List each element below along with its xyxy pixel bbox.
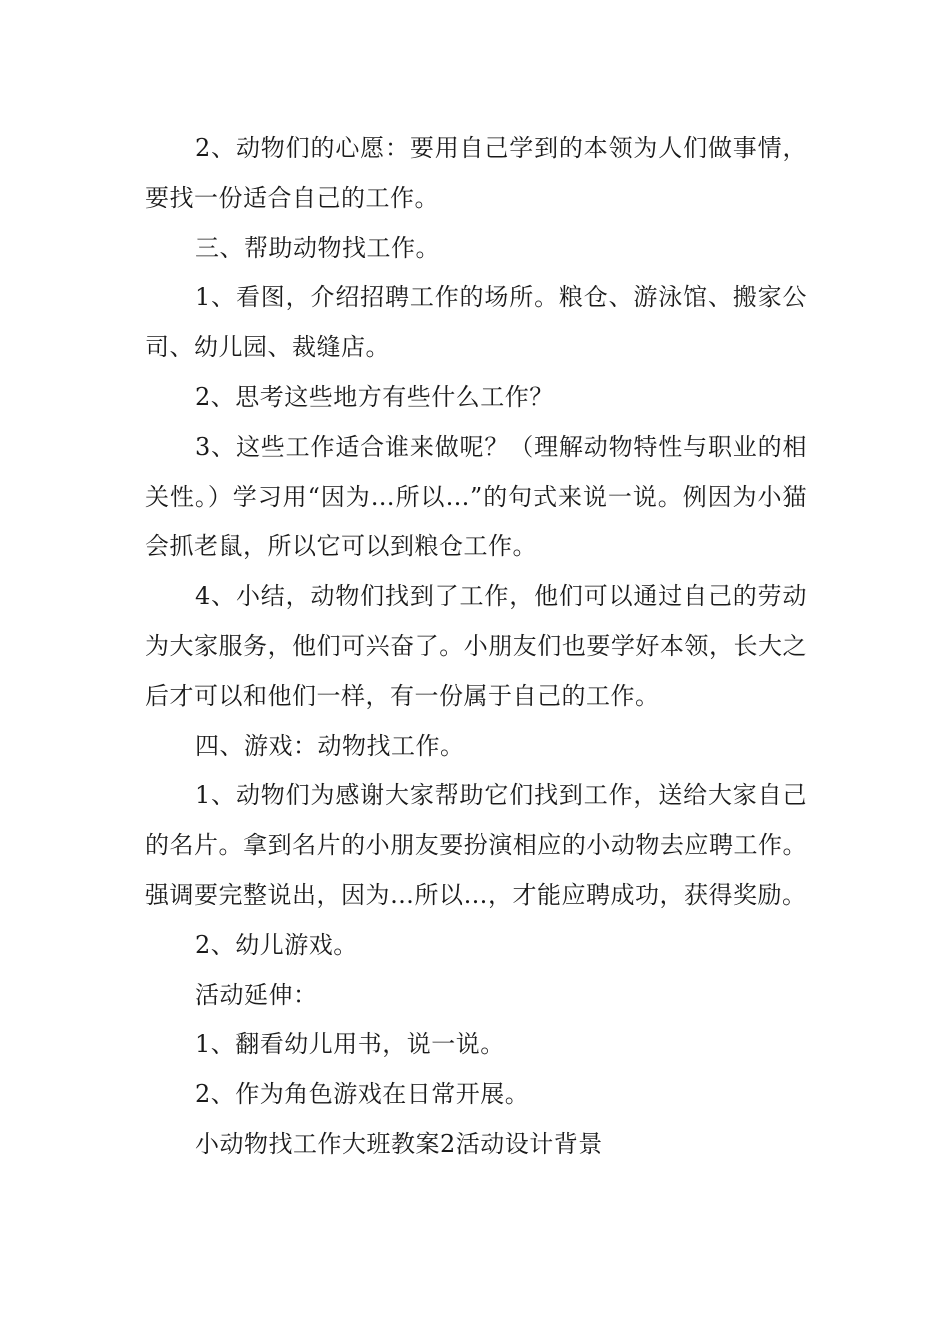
paragraph-role-play: 2、作为角色游戏在日常开展。 [195, 1080, 530, 1109]
section-heading-help-find-work: 三、帮助动物找工作。 [195, 233, 440, 262]
paragraph-who-suits: 3、这些工作适合谁来做呢？（理解动物特性与职业的相关性。）学习用“因为…所以…”的句式来说一说。例因为小猫会抓老鼠，所以它可以到粮仓工作。 [145, 432, 807, 561]
paragraph-think-jobs: 2、思考这些地方有些什么工作？ [195, 382, 554, 411]
paragraph-look-at-picture: 1、看图，介绍招聘工作的场所。粮仓、游泳馆、搬家公司、幼儿园、裁缝店。 [145, 283, 807, 362]
next-lesson-title: 小动物找工作大班教案2活动设计背景 [195, 1129, 603, 1158]
document-body [145, 124, 807, 1170]
paragraph-summary: 4、小结，动物们找到了工作，他们可以通过自己的劳动为大家服务，他们可兴奋了。小朋友们也要学好本领，长大之后才可以和他们一样，有一份属于自己的工作。 [145, 582, 807, 710]
paragraph-business-cards: 1、动物们为感谢大家帮助它们找到工作，送给大家自己的名片。拿到名片的小朋友要扮演相应的小动物去应聘工作。强调要完整说出，因为…所以…，才能应聘成功，获得奖励。 [145, 781, 807, 909]
section-heading-extension: 活动延伸： [195, 980, 318, 1009]
paragraph-children-game: 2、幼儿游戏。 [195, 930, 358, 959]
paragraph-wish: 2、动物们的心愿：要用自己学到的本领为人们做事情，要找一份适合自己的工作。 [145, 134, 807, 212]
paragraph-read-book: 1、翻看幼儿用书，说一说。 [195, 1030, 505, 1059]
section-heading-game: 四、游戏：动物找工作。 [195, 731, 465, 760]
